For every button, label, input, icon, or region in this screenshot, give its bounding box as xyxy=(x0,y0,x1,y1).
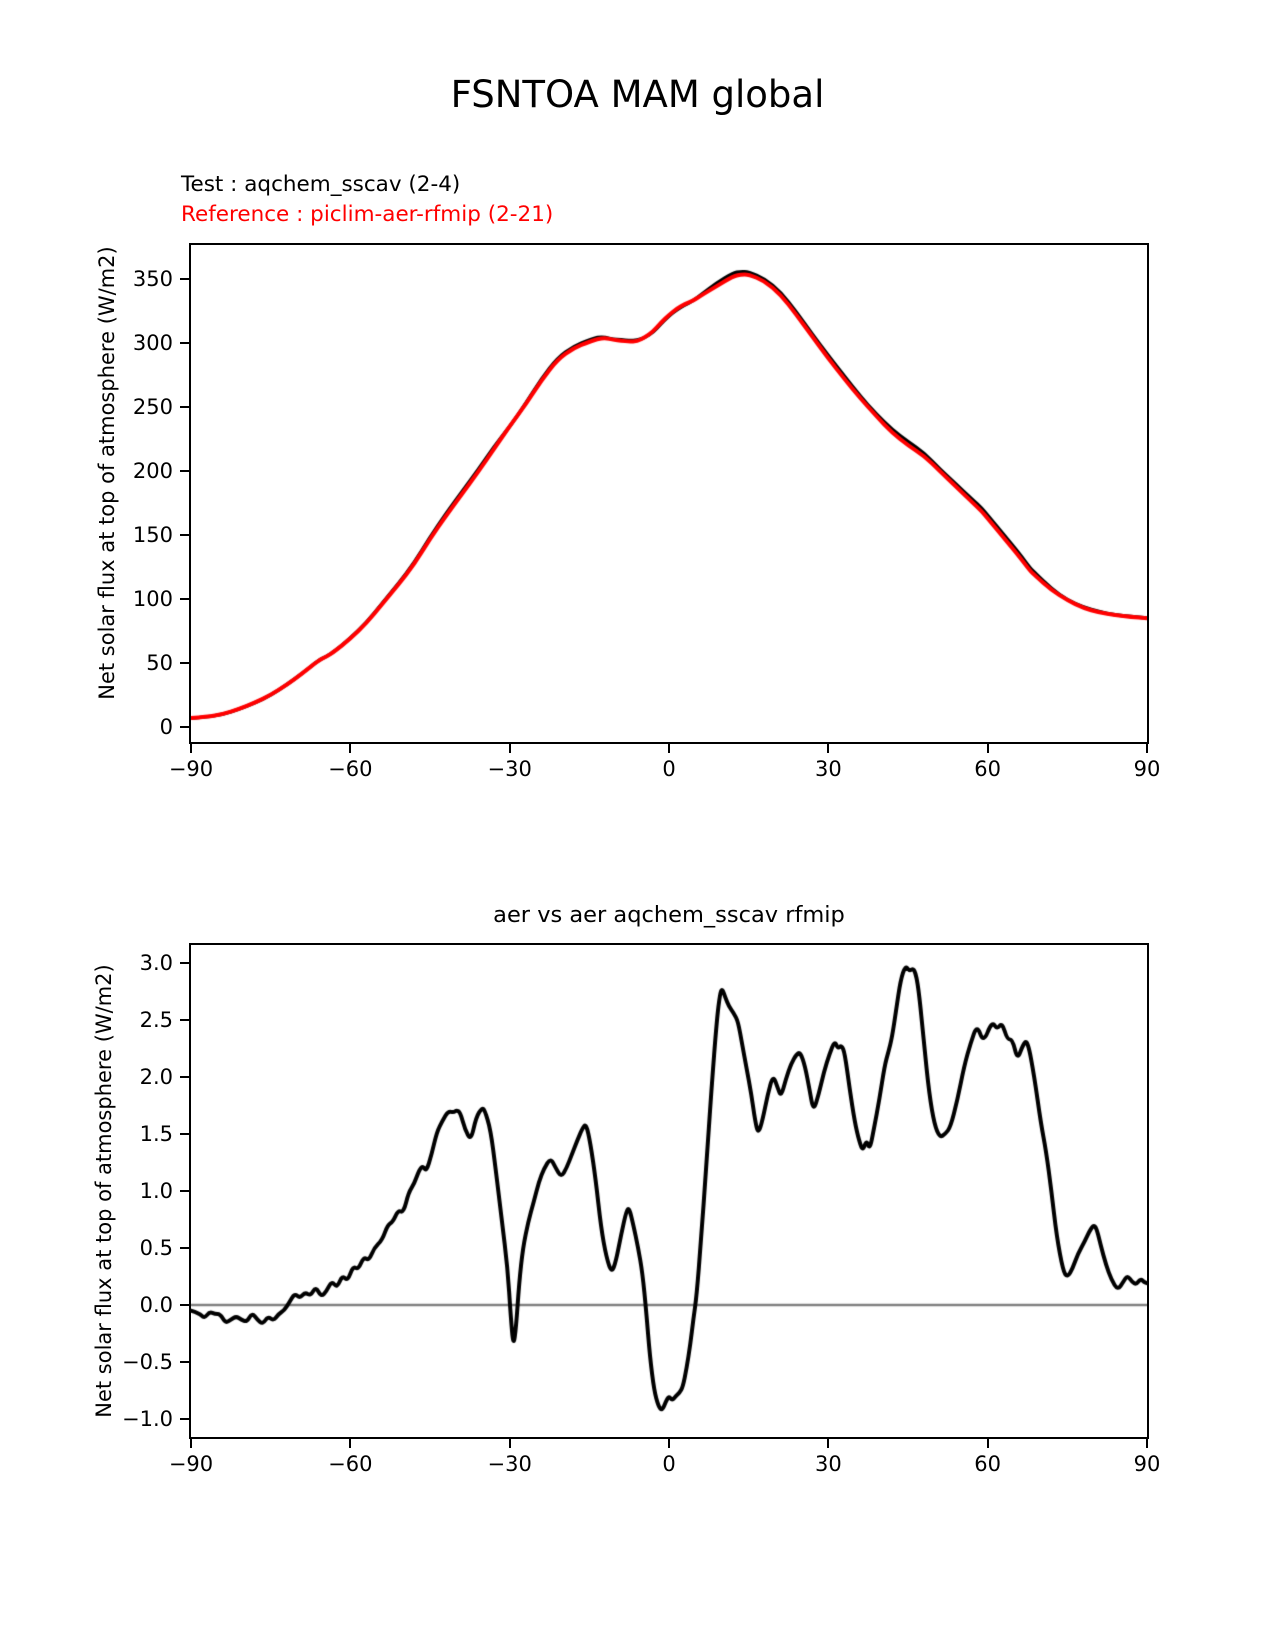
y-tick xyxy=(180,278,189,280)
x-tick xyxy=(190,1439,192,1448)
y-tick-label: 1.0 xyxy=(139,1179,173,1203)
y-tick xyxy=(180,726,189,728)
bottom-y-axis-label: Net solar flux at top of atmosphere (W/m2) xyxy=(92,964,116,1418)
y-tick xyxy=(180,406,189,408)
legend-test-label: Test : aqchem_sscav (2-4) xyxy=(181,172,461,197)
x-tick xyxy=(668,744,670,753)
bottom-plot-title: aer vs aer aqchem_sscav rfmip xyxy=(493,902,845,928)
y-tick xyxy=(180,1247,189,1249)
x-tick xyxy=(1146,1439,1148,1448)
x-tick-label: 30 xyxy=(814,1452,842,1476)
y-tick xyxy=(180,962,189,964)
y-tick-label: −0.5 xyxy=(122,1349,173,1374)
y-tick-label: 50 xyxy=(146,651,173,676)
top-plot-area xyxy=(189,243,1149,744)
x-tick xyxy=(668,1439,670,1448)
bottom-plot-canvas xyxy=(191,945,1147,1437)
x-tick-label: 60 xyxy=(974,1452,1002,1476)
x-tick xyxy=(349,744,351,753)
y-tick-label: 2.0 xyxy=(139,1065,173,1090)
y-tick xyxy=(180,1133,189,1135)
x-tick-label: −90 xyxy=(168,1452,214,1476)
x-tick-label: −90 xyxy=(168,757,214,781)
y-tick-label: 350 xyxy=(132,267,173,292)
y-tick xyxy=(180,1418,189,1420)
y-tick-label: 3.0 xyxy=(139,951,173,976)
y-tick-label: 100 xyxy=(132,587,173,612)
x-tick-label: −60 xyxy=(328,1452,373,1476)
y-tick-label: 0 xyxy=(159,715,173,740)
x-tick-label: 60 xyxy=(974,757,1002,781)
y-tick xyxy=(180,470,189,472)
y-tick xyxy=(180,1019,189,1021)
bottom-plot-area xyxy=(189,943,1149,1439)
y-tick-label: 1.5 xyxy=(139,1122,173,1147)
x-tick-label: −30 xyxy=(487,1452,532,1476)
x-tick xyxy=(987,744,989,753)
y-tick xyxy=(180,1190,189,1192)
x-tick-label: 0 xyxy=(662,1452,676,1476)
y-tick xyxy=(180,342,189,344)
x-tick xyxy=(509,1439,511,1448)
x-tick-label: −30 xyxy=(487,757,532,781)
top-plot-canvas xyxy=(191,245,1147,742)
y-tick-label: 0.0 xyxy=(139,1292,173,1317)
x-tick-label: −60 xyxy=(328,757,373,781)
y-tick-label: 200 xyxy=(132,459,173,484)
x-tick xyxy=(987,1439,989,1448)
y-tick-label: −1.0 xyxy=(122,1406,173,1431)
x-tick-label: 90 xyxy=(1133,1452,1161,1476)
y-tick-label: 0.5 xyxy=(139,1235,173,1260)
x-tick xyxy=(827,744,829,753)
y-tick xyxy=(180,1361,189,1363)
y-tick-label: 150 xyxy=(132,523,173,548)
y-tick xyxy=(180,598,189,600)
y-tick xyxy=(180,1076,189,1078)
y-tick xyxy=(180,1304,189,1306)
x-tick xyxy=(509,744,511,753)
y-tick-label: 2.5 xyxy=(139,1008,173,1033)
x-tick xyxy=(827,1439,829,1448)
x-tick xyxy=(190,744,192,753)
y-tick-label: 300 xyxy=(132,331,173,356)
x-tick-label: 30 xyxy=(814,757,842,781)
x-tick xyxy=(1146,744,1148,753)
x-tick-label: 90 xyxy=(1133,757,1161,781)
legend-reference-label: Reference : piclim-aer-rfmip (2-21) xyxy=(181,202,554,227)
top-y-axis-label: Net solar flux at top of atmosphere (W/m2) xyxy=(95,246,119,700)
y-tick xyxy=(180,662,189,664)
y-tick xyxy=(180,534,189,536)
x-tick-label: 0 xyxy=(662,757,676,781)
x-tick xyxy=(349,1439,351,1448)
y-tick-label: 250 xyxy=(132,395,173,420)
figure-title: FSNTOA MAM global xyxy=(450,73,825,116)
